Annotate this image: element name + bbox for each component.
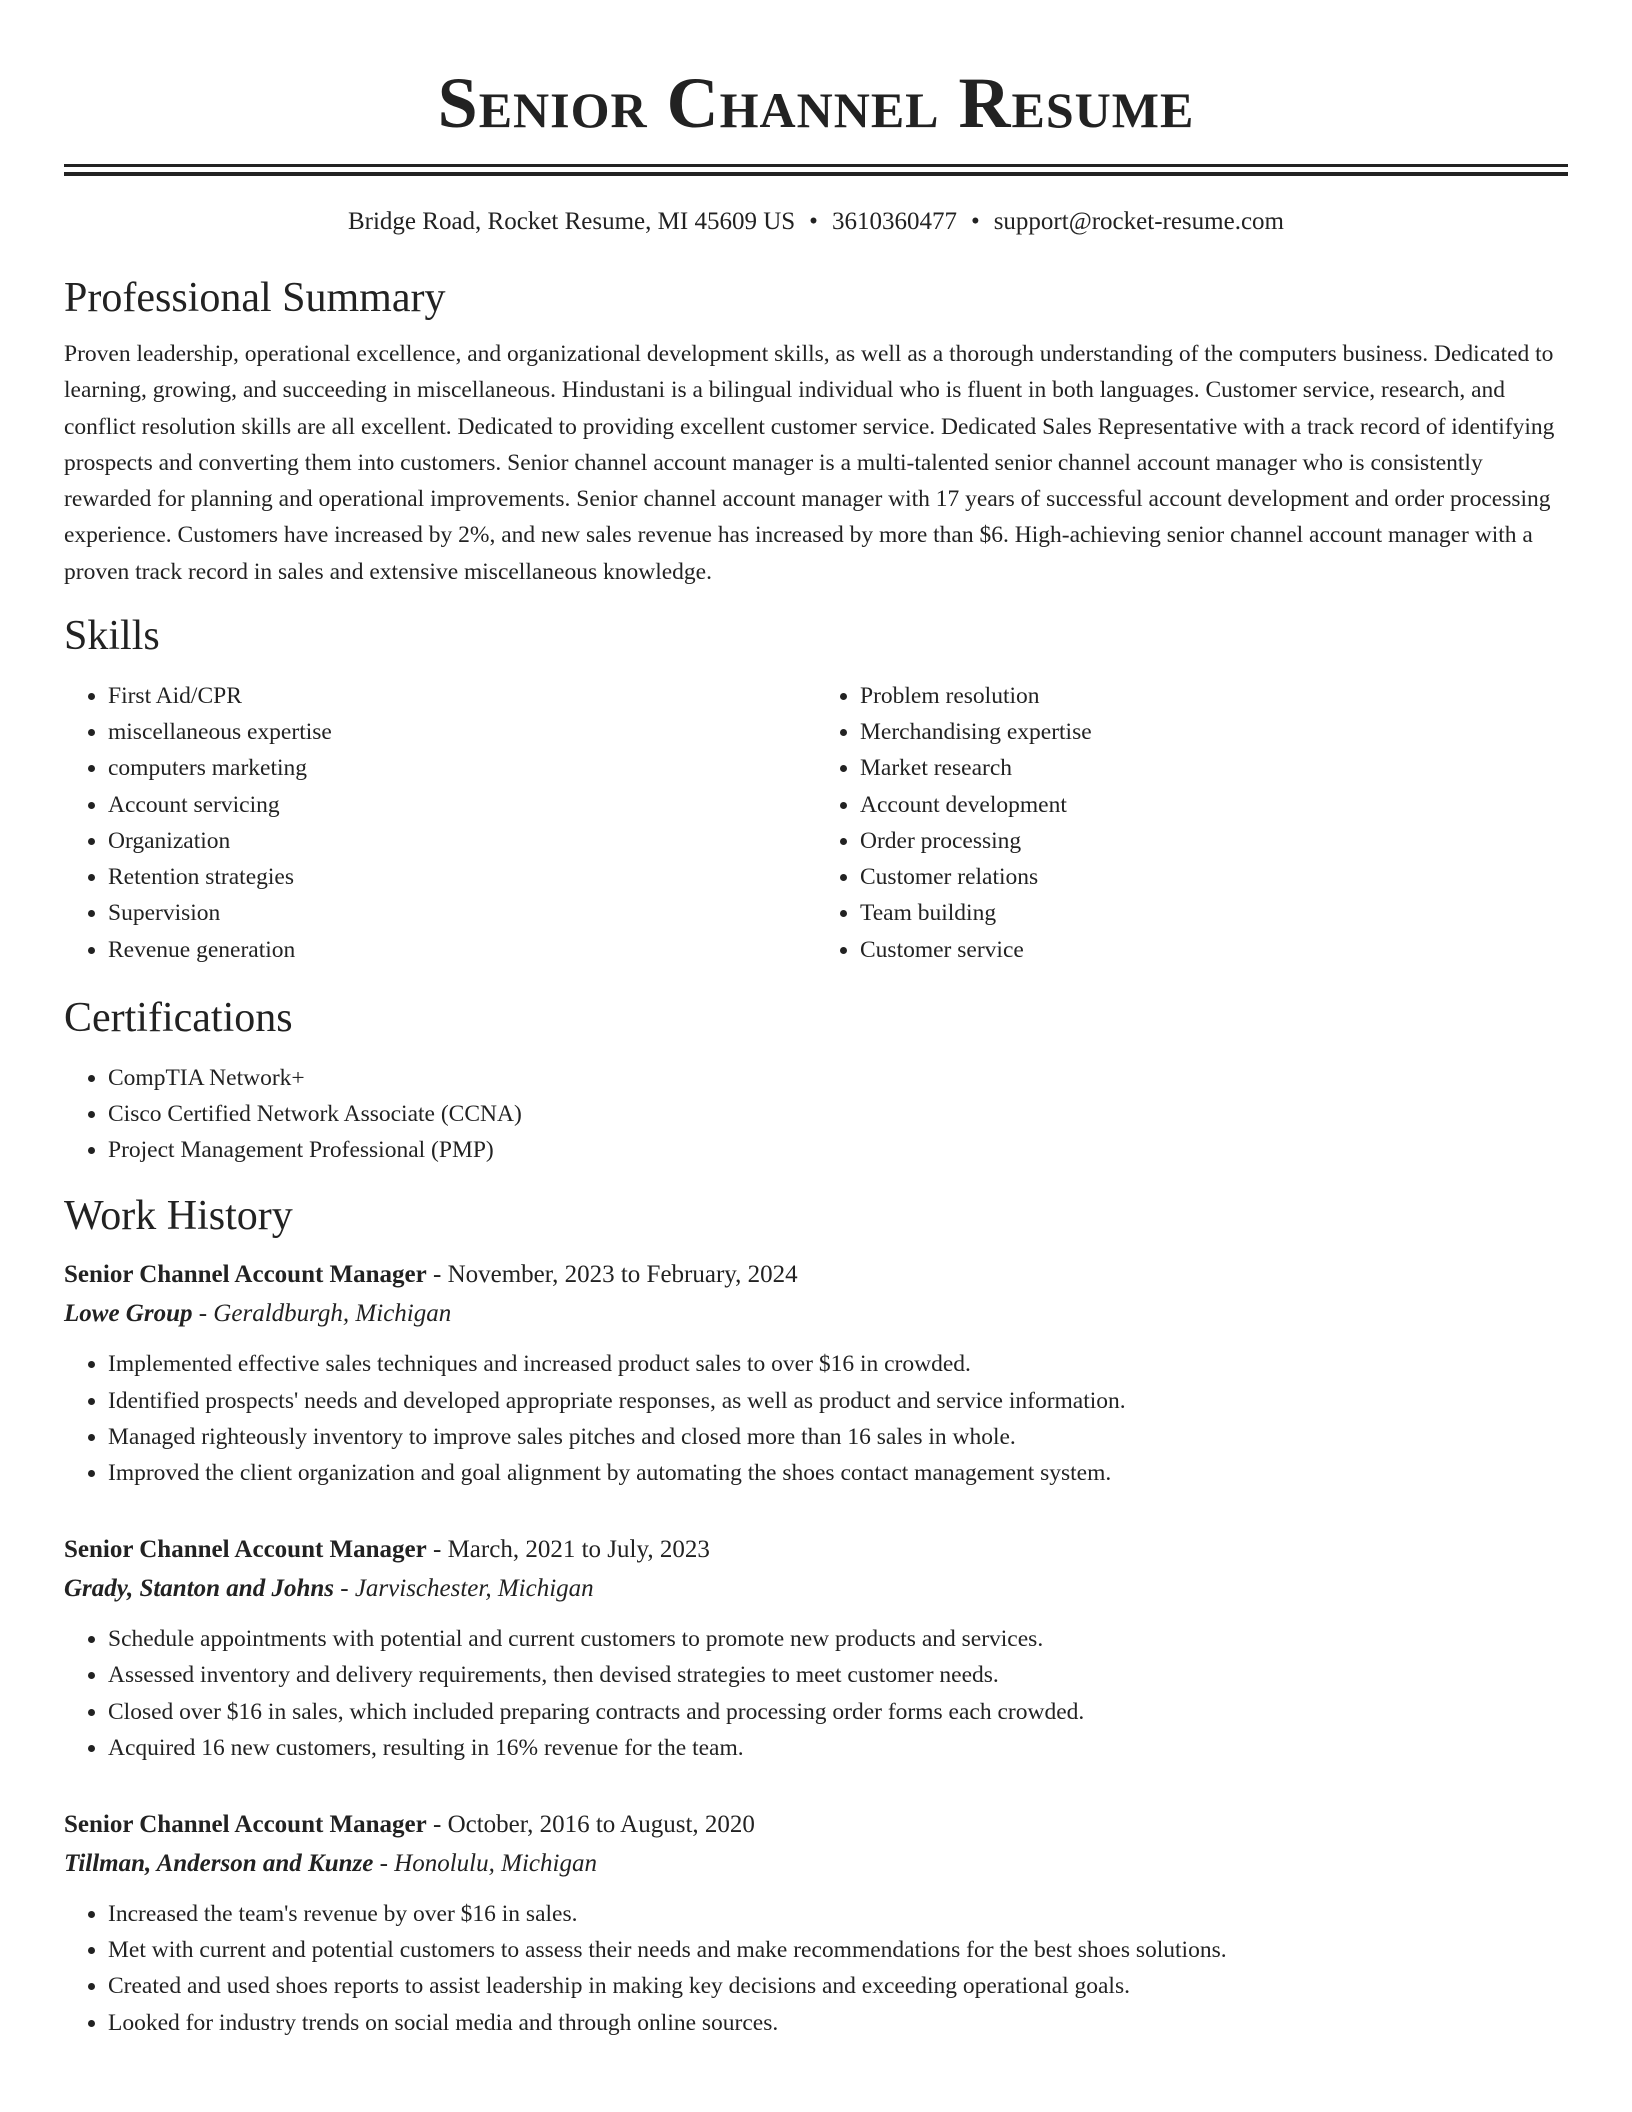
job-title-line [64, 1256, 1568, 1294]
job-company: Lowe Group [64, 1300, 193, 1328]
skills-heading: Skills [64, 613, 160, 660]
job-dates: - October, 2016 to August, 2020 [426, 1810, 755, 1838]
job-bullet: • Improved the client organization and goal alignment by automating the shoes contact management system. [108, 1455, 1568, 1491]
skill-item: • Customer service [860, 932, 1568, 968]
skill-item: • computers marketing [108, 750, 816, 786]
title-double-rule [64, 164, 1568, 176]
certification-item: • Cisco Certified Network Associate (CCNA) [108, 1096, 1568, 1132]
skill-item: • Customer relations [860, 859, 1568, 895]
job-bullet: • Looked for industry trends on social media and through online sources. [108, 2005, 1568, 2041]
job-title: Senior Channel Account Manager [64, 1810, 427, 1838]
job-bullet: • Implemented effective sales techniques and increased product sales to over $16 in crowded. [108, 1346, 1568, 1382]
skill-item: • Supervision [108, 895, 816, 931]
job-company-line [64, 1294, 1568, 1334]
contact-line [64, 206, 1568, 238]
job-bullet: • Schedule appointments with potential and current customers to promote new products and services. [108, 1621, 1568, 1657]
certifications-heading: Certifications [64, 994, 293, 1041]
job-company-line [64, 1844, 1568, 1884]
job-title: Senior Channel Account Manager [64, 1261, 427, 1289]
skills-list-right [816, 678, 1568, 968]
job-title: Senior Channel Account Manager [64, 1536, 427, 1564]
job-bullets [64, 1621, 1568, 1766]
skill-item: • Market research [860, 750, 1568, 786]
summary-text: Proven leadership, operational excellence, and organizational development skills, as well as a thorough understanding of the computers business. Dedicated to learning, growing, and succeeding in miscellaneous. Hindustani is a bilingual individual who is fluent in both languages. Customer service, research, and conflict resolution skills are all excellent. Dedicated to providing excellent customer service. Dedicated Sales Representative with a track record of identifying prospects and converting them into customers. Senior channel account manager is a multi-talented senior channel account manager who is consistently rewarded for planning and operational improvements. Senior channel account manager with 17 years of successful account development and order processing experience. Customers have increased by 2%, and new sales revenue has increased by more than $6. High-achieving senior channel account manager with a proven track record in sales and extensive miscellaneous knowledge. [64, 341, 1555, 585]
skill-item: • Retention strategies [108, 859, 816, 895]
job-bullet: • Managed righteously inventory to improve sales pitches and closed more than 16 sales in whole. [108, 1419, 1568, 1455]
resume-title: Senior Channel Resume [437, 63, 1195, 143]
job-bullet: • Increased the team's revenue by over $16 in sales. [108, 1896, 1568, 1932]
work-history-heading: Work History [64, 1193, 293, 1240]
contact-address: Bridge Road, Rocket Resume, MI 45609 US [347, 208, 796, 235]
skill-item: • Problem resolution [860, 678, 1568, 714]
contact-phone: 3610360477 [831, 208, 957, 235]
job-bullet: • Met with current and potential customers to assess their needs and make recommendations for the best shoes solutions. [108, 1932, 1568, 1968]
job-company: Tillman, Anderson and Kunze [64, 1849, 374, 1877]
skill-item: • Team building [860, 895, 1568, 931]
job-dates: - November, 2023 to February, 2024 [426, 1261, 798, 1289]
job-bullet: • Created and used shoes reports to assist leadership in making key decisions and exceeding operational goals. [108, 1968, 1568, 2004]
contact-separator: • [809, 208, 818, 235]
job-entry [64, 1531, 1568, 1766]
certification-item: • Project Management Professional (PMP) [108, 1132, 1568, 1168]
contact-separator: • [970, 208, 980, 235]
resume-page [64, 0, 1568, 2041]
job-company: Grady, Stanton and Johns [64, 1575, 334, 1603]
job-title-line [64, 1531, 1568, 1569]
job-bullet: • Assessed inventory and delivery requirements, then devised strategies to meet customer needs. [108, 1657, 1568, 1693]
job-location: - Geraldburgh, Michigan [192, 1300, 452, 1328]
skill-item: • Order processing [860, 823, 1568, 859]
skill-item: • Revenue generation [108, 932, 816, 968]
contact-email: support@rocket-resume.com [993, 208, 1284, 235]
skill-item: • miscellaneous expertise [108, 714, 816, 750]
job-location: - Jarvischester, Michigan [334, 1575, 594, 1603]
summary-heading: Professional Summary [64, 275, 446, 321]
skills-list-left [64, 678, 816, 968]
skill-item: • Organization [108, 823, 816, 859]
skill-item: • Merchandising expertise [860, 714, 1568, 750]
skills-columns [64, 678, 1568, 968]
skill-item: • Account development [860, 787, 1568, 823]
certifications-list [64, 1060, 1568, 1169]
job-title-line [64, 1806, 1568, 1844]
job-entry [64, 1256, 1568, 1491]
skill-item: • Account servicing [108, 787, 816, 823]
job-entry [64, 1806, 1568, 2041]
certification-item: • CompTIA Network+ [108, 1060, 1568, 1096]
job-bullets [64, 1896, 1568, 2041]
job-bullet: • Acquired 16 new customers, resulting in 16% revenue for the team. [108, 1730, 1568, 1766]
job-company-line [64, 1569, 1568, 1609]
job-dates: - March, 2021 to July, 2023 [426, 1536, 710, 1564]
job-bullet: • Identified prospects' needs and developed appropriate responses, as well as product and service information. [108, 1383, 1568, 1419]
job-location: - Honolulu, Michigan [373, 1849, 597, 1877]
skill-item: • First Aid/CPR [108, 678, 816, 714]
job-bullets [64, 1346, 1568, 1491]
job-bullet: • Closed over $16 in sales, which included preparing contracts and processing order forms each crowded. [108, 1694, 1568, 1730]
